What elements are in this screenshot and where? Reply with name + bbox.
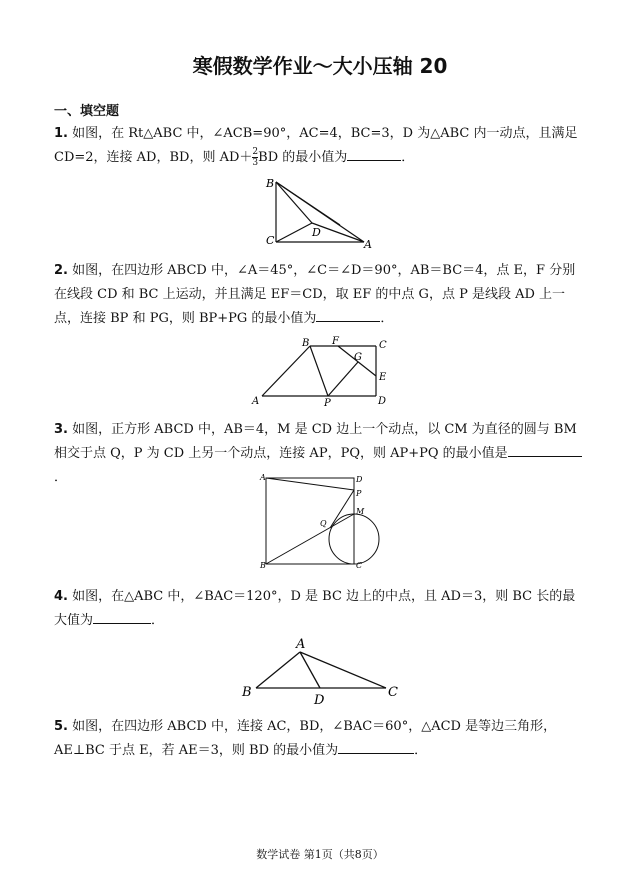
label-A: A: [296, 637, 306, 652]
label-C: C: [356, 561, 363, 570]
label-C: C: [388, 685, 398, 700]
label-G: G: [354, 352, 362, 363]
answer-blank[interactable]: [508, 442, 582, 457]
question-text: 如图，在 Rt△ABC 中，∠ACB=90°，AC=4，BC=3，D 为△ABC 内一动点，且满足 CD=2，连接 AD，BD，则 AD＋: [54, 126, 578, 165]
question-text-cont: BD 的最小值为: [258, 150, 348, 165]
punctuation: ．: [54, 470, 68, 485]
figure-q1: [262, 176, 374, 250]
answer-blank[interactable]: [93, 609, 151, 624]
punctuation: ．: [380, 311, 394, 326]
question-text: 如图，在△ABC 中，∠BAC＝120°，D 是 BC 边上的中点，且 AD＝3，则 BC 长的最大值为: [54, 589, 576, 628]
label-A: A: [252, 396, 260, 407]
question-number: 5.: [54, 719, 68, 734]
label-D: D: [314, 693, 325, 706]
label-Q: Q: [320, 519, 327, 528]
label-A: A: [364, 238, 372, 250]
label-B: B: [242, 685, 252, 700]
figure-q2: [250, 334, 396, 408]
label-D: D: [312, 226, 321, 239]
label-D: D: [378, 396, 387, 407]
label-C: C: [379, 340, 387, 351]
question-number: 4.: [54, 589, 68, 604]
label-A: A: [260, 473, 266, 482]
label-B: B: [266, 177, 275, 190]
punctuation: ．: [151, 613, 165, 628]
figure-q4: [240, 634, 410, 706]
label-M: M: [356, 507, 365, 516]
label-C: C: [266, 234, 275, 247]
label-B: B: [260, 561, 266, 570]
question-number: 2.: [54, 263, 68, 278]
page-footer: 数学试卷 第1页（共8页）: [256, 848, 384, 861]
punctuation: ．: [401, 150, 415, 165]
question-number: 1.: [54, 126, 68, 141]
question-text: 如图，正方形 ABCD 中，AB＝4，M 是 CD 边上一个动点，以 CM 为直径的圆与 BM 相交于点 Q，P 为 CD 上另一个动点，连接 AP，PQ，则 AP+PQ 的最小值是: [54, 422, 577, 461]
question-text: 如图，在四边形 ABCD 中，连接 AC，BD，∠BAC＝60°，△ACD 是等边三角形，AE⊥BC 于点 E，若 AE＝3，则 BD 的最小值为: [54, 719, 557, 758]
label-F: F: [332, 336, 339, 347]
label-E: E: [379, 372, 387, 383]
label-P: P: [324, 398, 331, 408]
question-text: 如图，在四边形 ABCD 中，∠A＝45°，∠C＝∠D＝90°，AB＝BC＝4，点 E，F 分别在线段 CD 和 BC 上运动，并且满足 EF＝CD，取 EF 的中点 G，点 P 是线段 AD 上一点，连接 BP 和 PG，则 BP+PG 的最小值为: [54, 263, 576, 326]
question-1: [54, 122, 588, 170]
answer-blank[interactable]: [316, 307, 380, 322]
question-4: [54, 585, 588, 633]
question-2: [54, 259, 588, 331]
label-P: P: [356, 489, 362, 498]
figure-q3: [258, 472, 382, 570]
question-5: [54, 715, 588, 763]
label-B: B: [302, 338, 310, 349]
label-D: D: [356, 475, 363, 484]
fraction-denominator: 3: [252, 158, 259, 168]
answer-blank[interactable]: [347, 146, 401, 161]
answer-blank[interactable]: [338, 739, 414, 754]
punctuation: ．: [414, 743, 428, 758]
question-number: 3.: [54, 422, 68, 437]
fraction-numerator: 2: [252, 147, 259, 157]
section-heading: 一、填空题: [54, 104, 120, 119]
page-title: 寒假数学作业～大小压轴 20: [192, 54, 448, 78]
